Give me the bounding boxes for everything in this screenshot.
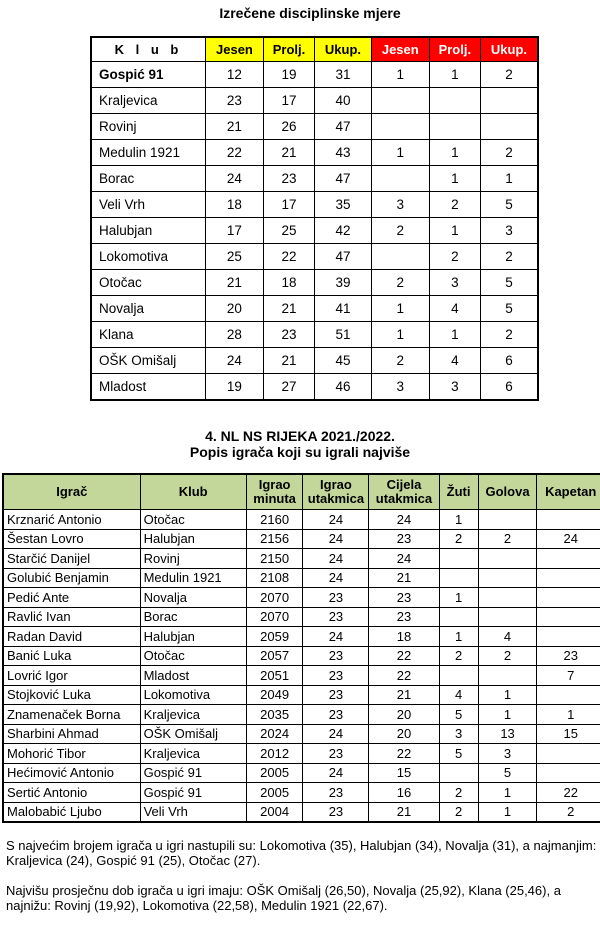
player-name-cell: Starčić Danijel bbox=[3, 549, 140, 569]
minutes-cell: 2005 bbox=[246, 783, 303, 803]
player-row bbox=[3, 549, 600, 569]
player-name-cell: Stojković Luka bbox=[3, 685, 140, 705]
discipline-value-cell: 1 bbox=[371, 296, 429, 322]
discipline-row bbox=[91, 88, 538, 114]
club-name-cell: Mladost bbox=[91, 374, 206, 401]
discipline-value-cell bbox=[371, 244, 429, 270]
matches-cell: 23 bbox=[303, 744, 369, 764]
yellow-cards-cell: 5 bbox=[439, 705, 478, 725]
minutes-cell: 2057 bbox=[246, 646, 303, 666]
full-matches-cell: 20 bbox=[369, 724, 439, 744]
club-name-cell: Borac bbox=[91, 166, 206, 192]
goals-cell: 1 bbox=[478, 783, 537, 803]
discipline-value-cell: 2 bbox=[480, 322, 538, 348]
full-matches-cell: 22 bbox=[369, 744, 439, 764]
discipline-value-cell: 17 bbox=[263, 88, 314, 114]
discipline-value-cell: 2 bbox=[371, 348, 429, 374]
matches-cell: 24 bbox=[303, 627, 369, 647]
discipline-row bbox=[91, 296, 538, 322]
goals-cell bbox=[478, 510, 537, 530]
player-name-cell: Šestan Lovro bbox=[3, 529, 140, 549]
discipline-value-cell: 1 bbox=[371, 140, 429, 166]
minutes-cell: 2150 bbox=[246, 549, 303, 569]
captain-cell bbox=[537, 510, 600, 530]
discipline-value-cell: 19 bbox=[263, 62, 314, 88]
goals-cell bbox=[478, 568, 537, 588]
discipline-value-cell: 18 bbox=[263, 270, 314, 296]
discipline-row bbox=[91, 374, 538, 401]
discipline-value-cell: 2 bbox=[371, 270, 429, 296]
minutes-cell: 2051 bbox=[246, 666, 303, 686]
captain-cell bbox=[537, 763, 600, 783]
discipline-value-cell: 39 bbox=[315, 270, 372, 296]
discipline-value-cell: 22 bbox=[206, 140, 264, 166]
player-club-cell: Mladost bbox=[140, 666, 246, 686]
discipline-value-cell: 47 bbox=[315, 166, 372, 192]
discipline-value-cell: 1 bbox=[371, 322, 429, 348]
discipline-value-cell: 3 bbox=[429, 374, 480, 401]
player-name-cell: Mohorić Tibor bbox=[3, 744, 140, 764]
header-ukupno-yellow: Ukup. bbox=[315, 37, 372, 62]
club-name-cell: Klana bbox=[91, 322, 206, 348]
matches-cell: 23 bbox=[303, 705, 369, 725]
players-title bbox=[0, 428, 600, 460]
goals-cell: 13 bbox=[478, 724, 537, 744]
matches-cell: 23 bbox=[303, 802, 369, 822]
minutes-cell: 2049 bbox=[246, 685, 303, 705]
minutes-cell: 2005 bbox=[246, 763, 303, 783]
discipline-value-cell: 4 bbox=[429, 296, 480, 322]
player-club-cell: Halubjan bbox=[140, 627, 246, 647]
discipline-row bbox=[91, 270, 538, 296]
header-zuti: Žuti bbox=[439, 474, 478, 510]
captain-cell bbox=[537, 685, 600, 705]
yellow-cards-cell: 1 bbox=[439, 627, 478, 647]
full-matches-cell: 24 bbox=[369, 549, 439, 569]
club-name-cell: Medulin 1921 bbox=[91, 140, 206, 166]
full-matches-cell: 23 bbox=[369, 607, 439, 627]
minutes-cell: 2160 bbox=[246, 510, 303, 530]
discipline-value-cell: 1 bbox=[429, 322, 480, 348]
player-club-cell: Otočac bbox=[140, 646, 246, 666]
discipline-value-cell: 1 bbox=[429, 218, 480, 244]
yellow-cards-cell: 5 bbox=[439, 744, 478, 764]
player-name-cell: Hećimović Antonio bbox=[3, 763, 140, 783]
discipline-value-cell: 2 bbox=[480, 244, 538, 270]
header-igrao-minuta: Igrao minuta bbox=[246, 474, 303, 510]
discipline-value-cell: 42 bbox=[315, 218, 372, 244]
goals-cell: 2 bbox=[478, 646, 537, 666]
matches-cell: 24 bbox=[303, 529, 369, 549]
full-matches-cell: 21 bbox=[369, 568, 439, 588]
header-cijela-utakmica: Cijela utakmica bbox=[369, 474, 439, 510]
player-row bbox=[3, 724, 600, 744]
yellow-cards-cell bbox=[439, 549, 478, 569]
discipline-value-cell: 3 bbox=[371, 374, 429, 401]
player-club-cell: Gospić 91 bbox=[140, 783, 246, 803]
player-club-cell: Borac bbox=[140, 607, 246, 627]
player-club-cell: Kraljevica bbox=[140, 705, 246, 725]
player-club-cell: Otočac bbox=[140, 510, 246, 530]
minutes-cell: 2024 bbox=[246, 724, 303, 744]
header-jesen-red: Jesen bbox=[371, 37, 429, 62]
player-club-cell: Kraljevica bbox=[140, 744, 246, 764]
header-kapetan: Kapetan bbox=[537, 474, 600, 510]
goals-cell: 5 bbox=[478, 763, 537, 783]
captain-cell bbox=[537, 627, 600, 647]
yellow-cards-cell: 1 bbox=[439, 588, 478, 608]
full-matches-cell: 16 bbox=[369, 783, 439, 803]
minutes-cell: 2004 bbox=[246, 802, 303, 822]
discipline-row bbox=[91, 348, 538, 374]
discipline-value-cell: 23 bbox=[263, 166, 314, 192]
discipline-value-cell: 2 bbox=[480, 62, 538, 88]
discipline-value-cell bbox=[480, 88, 538, 114]
player-club-cell: Medulin 1921 bbox=[140, 568, 246, 588]
yellow-cards-cell: 2 bbox=[439, 529, 478, 549]
yellow-cards-cell bbox=[439, 763, 478, 783]
header-proljece-red: Prolj. bbox=[429, 37, 480, 62]
discipline-value-cell: 18 bbox=[206, 192, 264, 218]
discipline-value-cell: 43 bbox=[315, 140, 372, 166]
player-row bbox=[3, 627, 600, 647]
discipline-value-cell: 12 bbox=[206, 62, 264, 88]
header-golova: Golova bbox=[478, 474, 537, 510]
discipline-header-row bbox=[91, 37, 538, 62]
player-row bbox=[3, 685, 600, 705]
matches-cell: 24 bbox=[303, 549, 369, 569]
player-name-cell: Sharbini Ahmad bbox=[3, 724, 140, 744]
player-name-cell: Lovrić Igor bbox=[3, 666, 140, 686]
discipline-row bbox=[91, 140, 538, 166]
discipline-value-cell: 47 bbox=[315, 114, 372, 140]
player-club-cell: Novalja bbox=[140, 588, 246, 608]
discipline-value-cell bbox=[429, 114, 480, 140]
discipline-value-cell: 2 bbox=[429, 192, 480, 218]
discipline-value-cell: 22 bbox=[263, 244, 314, 270]
note-players-count: S najvećim brojem igrača u igri nastupili su: Lokomotiva (35), Halubjan (34), Novalja (31), a najmanjim: Kraljevica (24), Gospić 91 (25), Otočac (27). bbox=[6, 838, 597, 868]
player-row bbox=[3, 783, 600, 803]
discipline-row bbox=[91, 166, 538, 192]
discipline-value-cell: 2 bbox=[371, 218, 429, 244]
player-row bbox=[3, 802, 600, 822]
matches-cell: 23 bbox=[303, 646, 369, 666]
goals-cell: 1 bbox=[478, 802, 537, 822]
yellow-cards-cell: 3 bbox=[439, 724, 478, 744]
minutes-cell: 2035 bbox=[246, 705, 303, 725]
captain-cell: 23 bbox=[537, 646, 600, 666]
full-matches-cell: 18 bbox=[369, 627, 439, 647]
discipline-value-cell: 3 bbox=[371, 192, 429, 218]
full-matches-cell: 21 bbox=[369, 802, 439, 822]
player-row bbox=[3, 763, 600, 783]
player-name-cell: Sertić Antonio bbox=[3, 783, 140, 803]
discipline-value-cell: 3 bbox=[429, 270, 480, 296]
goals-cell: 2 bbox=[478, 529, 537, 549]
matches-cell: 24 bbox=[303, 763, 369, 783]
club-name-cell: OŠK Omišalj bbox=[91, 348, 206, 374]
player-club-cell: Rovinj bbox=[140, 549, 246, 569]
discipline-value-cell: 4 bbox=[429, 348, 480, 374]
club-name-cell: Lokomotiva bbox=[91, 244, 206, 270]
discipline-value-cell: 19 bbox=[206, 374, 264, 401]
yellow-cards-cell: 2 bbox=[439, 646, 478, 666]
discipline-value-cell: 47 bbox=[315, 244, 372, 270]
minutes-cell: 2156 bbox=[246, 529, 303, 549]
full-matches-cell: 24 bbox=[369, 510, 439, 530]
yellow-cards-cell: 1 bbox=[439, 510, 478, 530]
matches-cell: 24 bbox=[303, 568, 369, 588]
discipline-value-cell: 1 bbox=[480, 166, 538, 192]
discipline-value-cell: 24 bbox=[206, 348, 264, 374]
discipline-value-cell: 27 bbox=[263, 374, 314, 401]
discipline-value-cell: 28 bbox=[206, 322, 264, 348]
matches-cell: 23 bbox=[303, 588, 369, 608]
goals-cell: 1 bbox=[478, 705, 537, 725]
discipline-value-cell: 25 bbox=[263, 218, 314, 244]
full-matches-cell: 22 bbox=[369, 666, 439, 686]
discipline-row bbox=[91, 218, 538, 244]
yellow-cards-cell: 2 bbox=[439, 783, 478, 803]
discipline-value-cell bbox=[371, 114, 429, 140]
discipline-value-cell: 2 bbox=[480, 140, 538, 166]
discipline-value-cell: 26 bbox=[263, 114, 314, 140]
full-matches-cell: 22 bbox=[369, 646, 439, 666]
discipline-value-cell: 3 bbox=[480, 218, 538, 244]
club-name-cell: Rovinj bbox=[91, 114, 206, 140]
player-row bbox=[3, 744, 600, 764]
discipline-value-cell: 21 bbox=[206, 270, 264, 296]
discipline-value-cell: 41 bbox=[315, 296, 372, 322]
discipline-value-cell: 6 bbox=[480, 348, 538, 374]
full-matches-cell: 21 bbox=[369, 685, 439, 705]
discipline-value-cell: 46 bbox=[315, 374, 372, 401]
player-club-cell: Veli Vrh bbox=[140, 802, 246, 822]
player-row bbox=[3, 607, 600, 627]
header-klub: K l u b bbox=[91, 37, 206, 62]
captain-cell: 15 bbox=[537, 724, 600, 744]
player-club-cell: OŠK Omišalj bbox=[140, 724, 246, 744]
discipline-row bbox=[91, 244, 538, 270]
minutes-cell: 2070 bbox=[246, 607, 303, 627]
discipline-value-cell: 1 bbox=[371, 62, 429, 88]
player-name-cell: Malobabić Ljubo bbox=[3, 802, 140, 822]
goals-cell: 1 bbox=[478, 685, 537, 705]
player-club-cell: Lokomotiva bbox=[140, 685, 246, 705]
header-jesen-yellow: Jesen bbox=[206, 37, 264, 62]
matches-cell: 24 bbox=[303, 724, 369, 744]
goals-cell: 4 bbox=[478, 627, 537, 647]
player-name-cell: Pedić Ante bbox=[3, 588, 140, 608]
minutes-cell: 2059 bbox=[246, 627, 303, 647]
player-club-cell: Halubjan bbox=[140, 529, 246, 549]
player-club-cell: Gospić 91 bbox=[140, 763, 246, 783]
discipline-title: Izrečene disciplinske mjere bbox=[219, 5, 401, 21]
player-row bbox=[3, 510, 600, 530]
captain-cell: 22 bbox=[537, 783, 600, 803]
player-row bbox=[3, 666, 600, 686]
player-name-cell: Ravlić Ivan bbox=[3, 607, 140, 627]
captain-cell: 2 bbox=[537, 802, 600, 822]
player-row bbox=[3, 646, 600, 666]
header-igrac: Igrač bbox=[3, 474, 140, 510]
matches-cell: 23 bbox=[303, 783, 369, 803]
player-name-cell: Banić Luka bbox=[3, 646, 140, 666]
captain-cell bbox=[537, 568, 600, 588]
discipline-value-cell: 45 bbox=[315, 348, 372, 374]
full-matches-cell: 23 bbox=[369, 529, 439, 549]
yellow-cards-cell bbox=[439, 568, 478, 588]
goals-cell: 3 bbox=[478, 744, 537, 764]
discipline-value-cell: 40 bbox=[315, 88, 372, 114]
player-name-cell: Radan David bbox=[3, 627, 140, 647]
captain-cell: 7 bbox=[537, 666, 600, 686]
goals-cell bbox=[478, 666, 537, 686]
club-name-cell: Kraljevica bbox=[91, 88, 206, 114]
note-average-age: Najvišu prosječnu dob igrača u igri imaju: OŠK Omišalj (26,50), Novalja (25,92), Klana (25,46), a najnižu: Rovinj (19,92), Lokomotiva (22,58), Medulin 1921 (22,67). bbox=[6, 883, 561, 913]
club-name-cell: Gospić 91 bbox=[91, 62, 206, 88]
discipline-row bbox=[91, 322, 538, 348]
players-title-line1: 4. NL NS RIJEKA 2021./2022. bbox=[205, 428, 395, 444]
header-igrao-utakmica: Igrao utakmica bbox=[303, 474, 369, 510]
captain-cell bbox=[537, 607, 600, 627]
header-proljece-yellow: Prolj. bbox=[263, 37, 314, 62]
discipline-value-cell: 25 bbox=[206, 244, 264, 270]
captain-cell: 1 bbox=[537, 705, 600, 725]
player-row bbox=[3, 568, 600, 588]
discipline-value-cell: 1 bbox=[429, 140, 480, 166]
players-table bbox=[2, 473, 600, 823]
discipline-value-cell: 5 bbox=[480, 192, 538, 218]
discipline-value-cell: 31 bbox=[315, 62, 372, 88]
discipline-value-cell: 21 bbox=[263, 140, 314, 166]
matches-cell: 23 bbox=[303, 685, 369, 705]
player-name-cell: Znamenaček Borna bbox=[3, 705, 140, 725]
discipline-value-cell: 6 bbox=[480, 374, 538, 401]
club-name-cell: Otočac bbox=[91, 270, 206, 296]
header-ukupno-red: Ukup. bbox=[480, 37, 538, 62]
yellow-cards-cell: 2 bbox=[439, 802, 478, 822]
captain-cell bbox=[537, 549, 600, 569]
discipline-value-cell: 35 bbox=[315, 192, 372, 218]
minutes-cell: 2108 bbox=[246, 568, 303, 588]
club-name-cell: Novalja bbox=[91, 296, 206, 322]
yellow-cards-cell bbox=[439, 666, 478, 686]
discipline-value-cell: 51 bbox=[315, 322, 372, 348]
club-name-cell: Halubjan bbox=[91, 218, 206, 244]
full-matches-cell: 15 bbox=[369, 763, 439, 783]
discipline-value-cell: 1 bbox=[429, 166, 480, 192]
discipline-value-cell: 21 bbox=[206, 114, 264, 140]
club-name-cell: Veli Vrh bbox=[91, 192, 206, 218]
players-title-line2: Popis igrača koji su igrali najviše bbox=[189, 444, 411, 460]
discipline-value-cell: 21 bbox=[263, 296, 314, 322]
discipline-value-cell bbox=[480, 114, 538, 140]
yellow-cards-cell bbox=[439, 607, 478, 627]
full-matches-cell: 20 bbox=[369, 705, 439, 725]
player-row bbox=[3, 588, 600, 608]
discipline-row bbox=[91, 114, 538, 140]
discipline-value-cell: 21 bbox=[263, 348, 314, 374]
discipline-row bbox=[91, 192, 538, 218]
discipline-value-cell: 5 bbox=[480, 296, 538, 322]
discipline-table bbox=[90, 36, 539, 401]
discipline-value-cell: 24 bbox=[206, 166, 264, 192]
captain-cell bbox=[537, 744, 600, 764]
goals-cell bbox=[478, 549, 537, 569]
discipline-value-cell bbox=[429, 88, 480, 114]
discipline-row bbox=[91, 62, 538, 88]
matches-cell: 23 bbox=[303, 607, 369, 627]
matches-cell: 24 bbox=[303, 510, 369, 530]
discipline-value-cell: 23 bbox=[206, 88, 264, 114]
discipline-value-cell: 17 bbox=[263, 192, 314, 218]
player-name-cell: Krznarić Antonio bbox=[3, 510, 140, 530]
discipline-value-cell: 1 bbox=[429, 62, 480, 88]
discipline-value-cell bbox=[371, 88, 429, 114]
player-name-cell: Golubić Benjamin bbox=[3, 568, 140, 588]
matches-cell: 23 bbox=[303, 666, 369, 686]
captain-cell: 24 bbox=[537, 529, 600, 549]
discipline-value-cell: 5 bbox=[480, 270, 538, 296]
captain-cell bbox=[537, 588, 600, 608]
header-klub: Klub bbox=[140, 474, 246, 510]
minutes-cell: 2012 bbox=[246, 744, 303, 764]
discipline-value-cell bbox=[371, 166, 429, 192]
yellow-cards-cell: 4 bbox=[439, 685, 478, 705]
discipline-value-cell: 20 bbox=[206, 296, 264, 322]
discipline-value-cell: 17 bbox=[206, 218, 264, 244]
player-row bbox=[3, 705, 600, 725]
minutes-cell: 2070 bbox=[246, 588, 303, 608]
goals-cell bbox=[478, 607, 537, 627]
discipline-value-cell: 2 bbox=[429, 244, 480, 270]
player-row bbox=[3, 529, 600, 549]
players-header-row bbox=[3, 474, 600, 510]
goals-cell bbox=[478, 588, 537, 608]
discipline-value-cell: 23 bbox=[263, 322, 314, 348]
full-matches-cell: 23 bbox=[369, 588, 439, 608]
